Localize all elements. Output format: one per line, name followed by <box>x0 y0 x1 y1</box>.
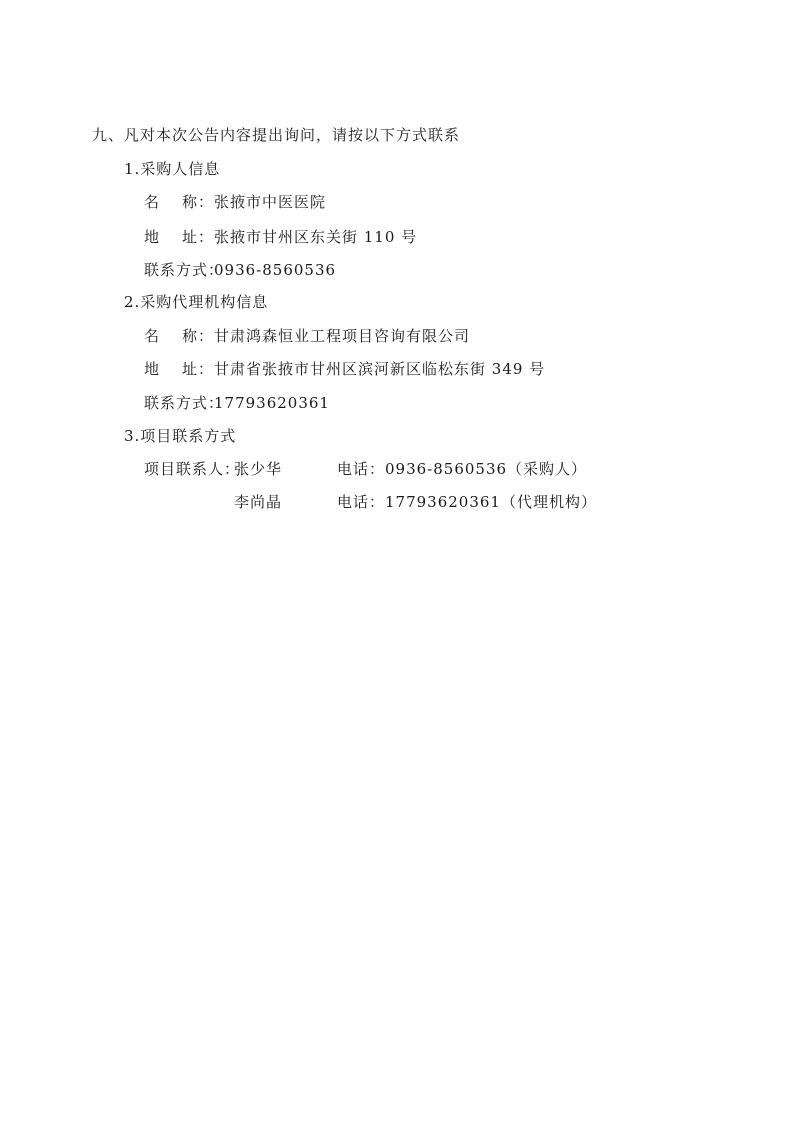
purchaser-name-label: 名 称： <box>144 193 214 211</box>
project-contacts-label: 项目联系人： <box>144 460 241 478</box>
contact-name: 李尚晶 <box>234 493 283 511</box>
purchaser-address-value: 张掖市甘州区东关街 110 号 <box>214 228 418 246</box>
purchaser-address-label: 地 址： <box>144 228 214 246</box>
agency-address-value: 甘肃省张掖市甘州区滨河新区临松东街 349 号 <box>214 360 546 378</box>
purchaser-title: 1.采购人信息 <box>124 160 221 178</box>
project-contact-title: 3.项目联系方式 <box>124 427 237 445</box>
agency-phone-value: 17793620361 <box>214 394 330 412</box>
contact-phone: 电话：0936-8560536（采购人） <box>337 460 588 478</box>
purchaser-phone-label: 联系方式： <box>144 261 225 279</box>
purchaser-phone-value: 0936-8560536 <box>214 261 337 279</box>
agency-name-value: 甘肃鸿森恒业工程项目咨询有限公司 <box>214 327 471 345</box>
purchaser-name-value: 张掖市中医医院 <box>214 193 327 211</box>
contact-name: 张少华 <box>234 460 283 478</box>
agency-phone-label: 联系方式： <box>144 394 225 412</box>
contact-phone: 电话：17793620361（代理机构） <box>337 493 597 511</box>
agency-address-label: 地 址： <box>144 360 214 378</box>
agency-title: 2.采购代理机构信息 <box>124 293 269 311</box>
agency-name-label: 名 称： <box>144 327 214 345</box>
section-heading: 九、凡对本次公告内容提出询问，请按以下方式联系 <box>92 126 461 144</box>
